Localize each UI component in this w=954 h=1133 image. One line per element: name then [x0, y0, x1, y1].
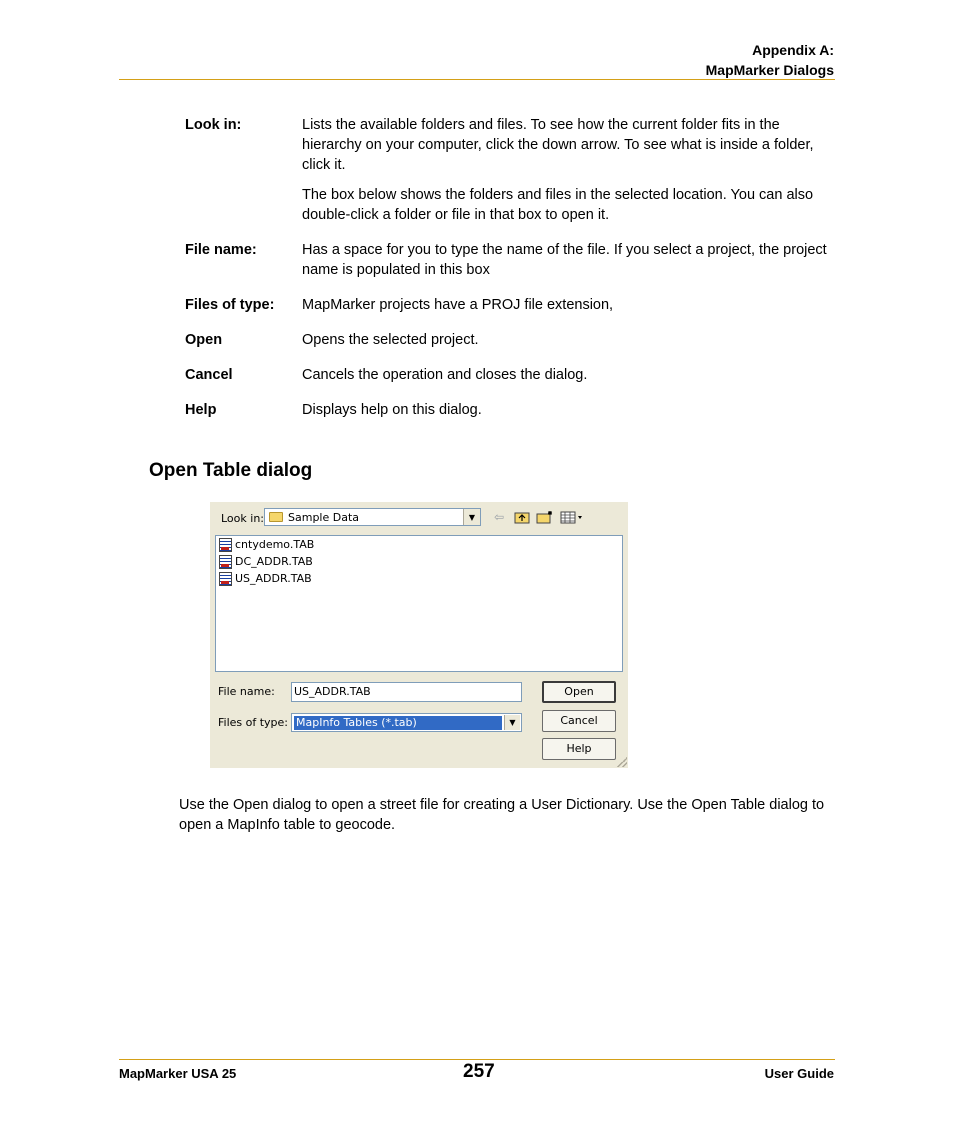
file-item-label: cntydemo.TAB — [235, 538, 315, 551]
definition-desc — [302, 330, 832, 350]
look-in-dropdown[interactable] — [264, 508, 481, 526]
file-item[interactable] — [216, 553, 622, 570]
definition-desc — [302, 365, 832, 385]
definition-row — [185, 365, 835, 385]
files-of-type-select[interactable] — [291, 713, 522, 732]
definition-term: Open — [185, 332, 223, 348]
new-folder-icon[interactable] — [536, 510, 554, 524]
file-item[interactable] — [216, 536, 622, 553]
cancel-button[interactable]: Cancel — [542, 710, 616, 732]
definition-desc — [302, 240, 832, 280]
up-folder-icon[interactable] — [514, 510, 530, 524]
definition-row — [185, 240, 835, 280]
definition-text: Displays help on this dialog. — [302, 402, 482, 418]
header-appendix: Appendix A: — [752, 42, 834, 58]
view-menu-icon[interactable] — [560, 510, 584, 524]
file-name-label: File name: — [218, 685, 275, 698]
definition-term: Help — [185, 402, 217, 418]
back-arrow-icon[interactable]: ⇦ — [493, 510, 505, 524]
file-list[interactable] — [215, 535, 623, 672]
folder-icon — [269, 512, 283, 522]
look-in-value: Sample Data — [288, 510, 360, 524]
table-file-icon — [219, 572, 232, 586]
files-of-type-label: Files of type: — [218, 716, 289, 729]
definition-desc — [302, 295, 832, 315]
files-of-type-value: MapInfo Tables (*.tab) — [294, 716, 502, 730]
header-section: MapMarker Dialogs — [705, 62, 834, 78]
body-paragraph: Use the Open dialog to open a street file for creating a User Dictionary. Use the Open Table dialog to open a MapInfo table to geocode. — [179, 797, 825, 833]
definition-row — [185, 115, 835, 225]
look-in-label: Look in: — [221, 512, 264, 525]
help-button[interactable]: Help — [542, 738, 616, 760]
definition-row — [185, 330, 835, 350]
resize-grip-icon[interactable] — [617, 757, 627, 767]
definition-text: Cancels the operation and closes the dialog. — [302, 367, 588, 383]
file-name-input[interactable]: US_ADDR.TAB — [291, 682, 522, 702]
footer-doc-title: User Guide — [764, 1066, 834, 1081]
chevron-down-icon[interactable]: ▼ — [463, 509, 480, 525]
running-header — [706, 40, 834, 80]
definition-term: File name: — [185, 242, 257, 258]
file-item[interactable] — [216, 570, 622, 587]
definition-desc — [302, 400, 832, 420]
definition-text: Opens the selected project. — [302, 332, 479, 348]
definition-row — [185, 295, 835, 315]
definition-text: Has a space for you to type the name of the file. If you select a project, the project name is populated in this box — [302, 242, 827, 278]
section-title: Open Table dialog — [149, 460, 313, 481]
definition-list — [185, 115, 835, 435]
definition-desc — [302, 115, 832, 225]
definition-text: Lists the available folders and files. To see how the current folder fits in the hierarchy on your computer, click the down arrow. To see what is inside a folder, click it. — [302, 117, 814, 173]
definition-term: Files of type: — [185, 297, 275, 313]
table-file-icon — [219, 555, 232, 569]
definition-term: Look in: — [185, 117, 242, 133]
open-button[interactable]: Open — [542, 681, 616, 703]
file-item-label: DC_ADDR.TAB — [235, 555, 313, 568]
definition-text: MapMarker projects have a PROJ file extension, — [302, 297, 614, 313]
file-item-label: US_ADDR.TAB — [235, 572, 312, 585]
open-table-dialog — [210, 502, 628, 768]
page-number: 257 — [463, 1061, 495, 1082]
definition-term: Cancel — [185, 367, 233, 383]
chevron-down-icon[interactable]: ▼ — [504, 715, 520, 730]
definition-row — [185, 400, 835, 420]
footer-rule — [119, 1059, 835, 1060]
footer-product: MapMarker USA 25 — [119, 1066, 237, 1081]
table-file-icon — [219, 538, 232, 552]
header-rule — [119, 79, 835, 80]
definition-text: The box below shows the folders and files in the selected location. You can also double-click a folder or file in that box to open it. — [302, 187, 814, 223]
